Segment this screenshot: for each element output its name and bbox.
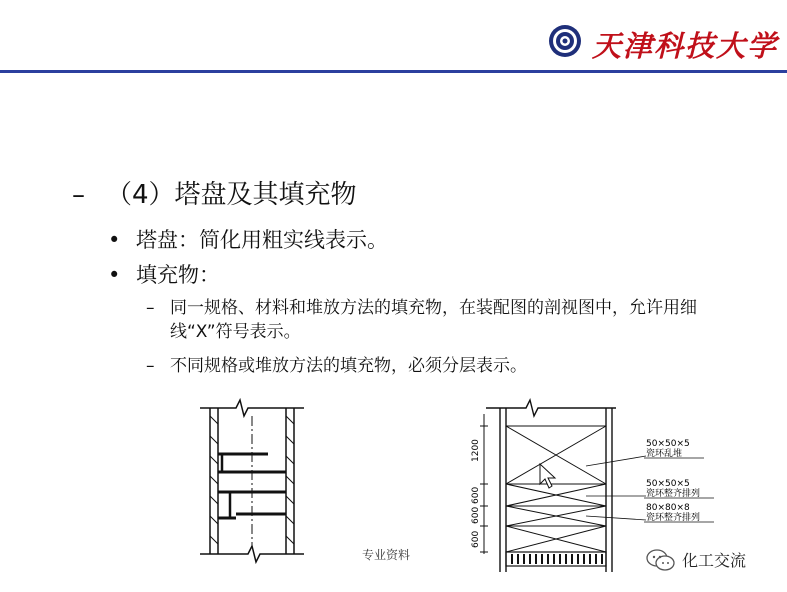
sub-item <box>146 296 736 344</box>
dim-label: 600 <box>471 486 481 504</box>
packing-size-label: 50×50×5 <box>646 479 690 489</box>
wechat-icon <box>646 549 676 571</box>
bullet-item <box>108 224 388 254</box>
bullet-text: 填充物： <box>136 263 220 287</box>
sub-item <box>146 354 746 378</box>
sub-item-text: 不同规格或堆放方法的填充物，必须分层表示。 <box>170 356 527 376</box>
tray-section-drawing <box>196 396 308 568</box>
header-divider <box>0 70 787 73</box>
footer-caption: 专业资料 <box>362 548 411 562</box>
packing-desc-label: 瓷环整齐排列 <box>646 489 701 499</box>
bullet-item <box>108 259 220 289</box>
heading-text: （4）塔盘及其填充物 <box>106 180 357 210</box>
bullet-marker: • <box>108 228 121 252</box>
bullet-marker: • <box>108 263 121 287</box>
section-heading <box>72 174 357 211</box>
wechat-watermark <box>646 548 746 571</box>
heading-marker: – <box>72 180 85 210</box>
packing-size-label: 80×80×8 <box>646 503 690 513</box>
dim-label: 1200 <box>471 439 481 462</box>
university-emblem-icon <box>548 24 582 58</box>
bullet-text: 塔盘：简化用粗实线表示。 <box>136 228 388 252</box>
sub-item-marker: – <box>146 356 155 376</box>
packing-desc-label: 瓷环乱堆 <box>646 449 683 459</box>
dim-label: 600 <box>471 530 481 548</box>
sub-item-text: 同一规格、材料和堆放方法的填充物，在装配图的剖视图中，允许用细线“X”符号表示。 <box>170 298 697 342</box>
sub-item-marker: – <box>146 298 155 318</box>
packing-desc-label: 瓷环整齐排列 <box>646 513 701 523</box>
university-logo-text: 天津科技大学 <box>592 29 779 63</box>
dim-label: 600 <box>471 506 481 524</box>
wechat-label: 化工交流 <box>682 551 747 570</box>
packing-size-label: 50×50×5 <box>646 439 690 449</box>
